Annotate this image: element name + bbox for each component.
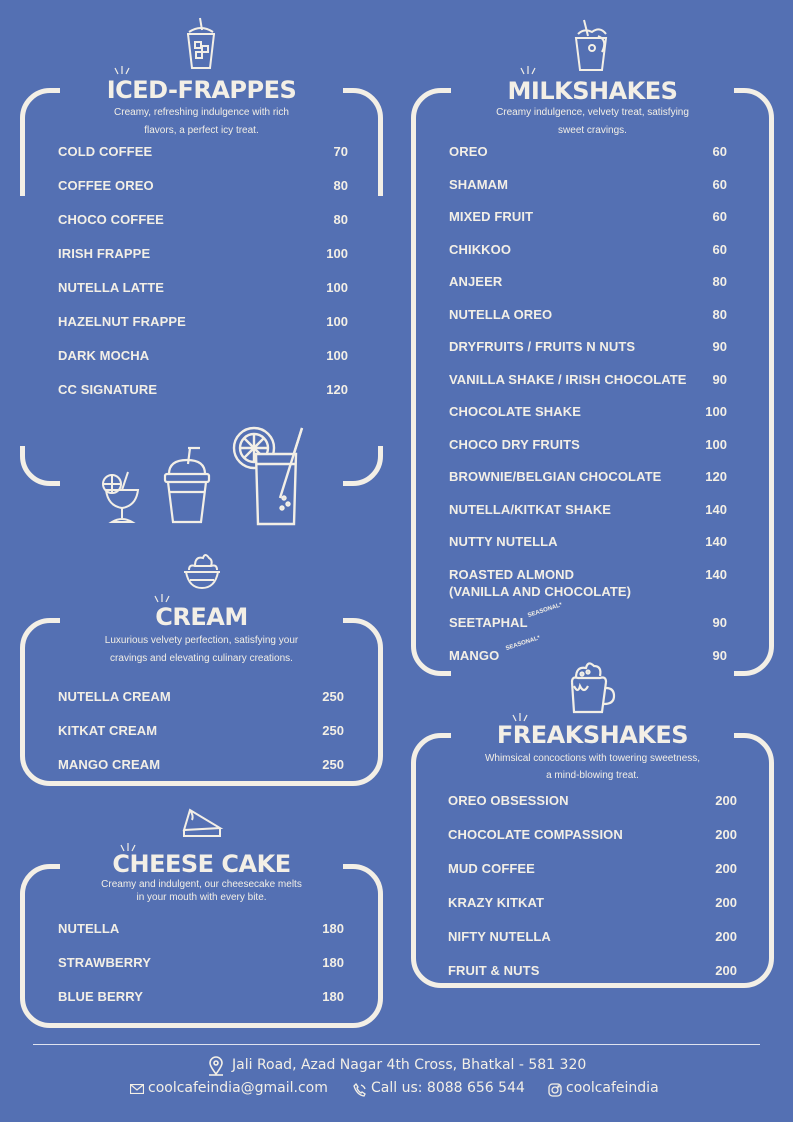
menu-item-name: COFFEE OREO xyxy=(58,178,154,193)
menu-item-name: FRUIT & NUTS xyxy=(448,963,540,978)
menu-item-price: 140 xyxy=(705,534,727,549)
menu-item-price: 100 xyxy=(705,404,727,419)
menu-item-price: 90 xyxy=(712,339,727,354)
menu-item-price: 180 xyxy=(322,955,344,970)
menu-item-price: 250 xyxy=(322,689,344,704)
menu-item-price: 70 xyxy=(333,144,348,159)
milkshakes-title: MILKSHAKES xyxy=(507,77,678,105)
menu-item-price: 80 xyxy=(333,212,348,227)
iced-frappes-description-line-1: Creamy, refreshing indulgence with rich xyxy=(114,107,289,118)
menu-item-name: SEETAPHAL xyxy=(449,615,528,630)
menu-item-price: 60 xyxy=(712,144,727,159)
iced-frappes-description-line-2: flavors, a perfect icy treat. xyxy=(144,125,259,136)
footer-email[interactable]: coolcafeindia@gmail.com xyxy=(148,1080,328,1096)
cream-description-line-1: Luxurious velvety perfection, satisfying your xyxy=(104,635,299,646)
footer-divider xyxy=(33,1044,760,1045)
menu-item-price: 140 xyxy=(705,566,727,582)
menu-item-price: 200 xyxy=(715,963,737,978)
menu-item-price: 120 xyxy=(705,469,727,484)
menu-item-name: ROASTED ALMOND xyxy=(449,566,575,582)
menu-item-name: HAZELNUT FRAPPE xyxy=(58,314,186,329)
footer-address: Jali Road, Azad Nagar 4th Cross, Bhatkal - 581 320 xyxy=(232,1057,587,1073)
menu-item-price: 180 xyxy=(322,921,344,936)
instagram-icon xyxy=(548,1083,562,1097)
menu-item-name: NUTELLA/KITKAT SHAKE xyxy=(449,501,612,517)
freakshakes-description-line-1: Whimsical concoctions with towering sweetness, xyxy=(484,753,701,764)
milkshakes-description-line-2: sweet cravings. xyxy=(558,125,627,136)
freakshakes-title: FREAKSHAKES xyxy=(496,721,689,749)
menu-item-price: 60 xyxy=(712,209,727,224)
menu-item-price: 90 xyxy=(712,371,727,387)
cream-description-line-2: cravings and elevating culinary creations. xyxy=(110,653,293,664)
menu-item-name: STRAWBERRY xyxy=(58,955,151,970)
seasonal-tag: SEASONAL* xyxy=(505,634,541,652)
menu-item-name: MIXED FRUIT xyxy=(449,209,534,224)
milkshakes-description-line-1: Creamy indulgence, velvety treat, satisfying xyxy=(496,107,689,118)
menu-item-price: 120 xyxy=(326,382,348,397)
menu-item-price: 80 xyxy=(333,178,348,193)
menu-item-name: NIFTY NUTELLA xyxy=(448,929,551,944)
menu-item-name: NUTELLA CREAM xyxy=(58,689,171,704)
menu-item-name: KRAZY KITKAT xyxy=(448,895,545,910)
menu-item-name: CHOCOLATE SHAKE xyxy=(449,404,581,419)
menu-item-name: CHOCOLATE COMPASSION xyxy=(448,827,623,842)
menu-item-price: 100 xyxy=(326,348,348,363)
menu-item-price: 90 xyxy=(712,647,727,663)
menu-item-name: IRISH FRAPPE xyxy=(58,246,151,261)
footer-social[interactable]: coolcafeindia xyxy=(566,1080,659,1096)
menu-item-name: DARK MOCHA xyxy=(58,348,150,363)
menu-item-price: 90 xyxy=(712,615,727,630)
menu-item-price: 100 xyxy=(326,246,348,261)
menu-item-name: NUTELLA LATTE xyxy=(58,280,165,295)
menu-item-price: 80 xyxy=(712,306,727,322)
menu-item-name: CHIKKOO xyxy=(449,241,512,257)
menu-item-name: ANJEER xyxy=(449,274,503,289)
menu-item-name: COLD COFFEE xyxy=(58,144,153,159)
menu-item-name: VANILLA SHAKE / IRISH CHOCOLATE xyxy=(449,371,687,387)
menu-item-name: CHOCO COFFEE xyxy=(58,212,164,227)
menu-item-price: 100 xyxy=(705,436,727,452)
mail-icon xyxy=(130,1084,144,1094)
menu-item-name: DRYFRUITS / FRUITS N NUTS xyxy=(449,339,636,354)
menu-item-name: BROWNIE/BELGIAN CHOCOLATE xyxy=(449,469,662,484)
menu-item-price: 60 xyxy=(712,241,727,257)
menu-item-price: 250 xyxy=(322,757,344,772)
cheese-cake-title: CHEESE CAKE xyxy=(112,850,291,878)
freakshakes-description-line-2: a mind-blowing treat. xyxy=(546,770,639,781)
cheese-cake-description-line-2: in your mouth with every bite. xyxy=(136,892,267,903)
menu-item-name: CHOCO DRY FRUITS xyxy=(449,436,580,452)
iced-frappe-cup-icon xyxy=(183,16,219,72)
menu-item-price: 200 xyxy=(715,929,737,944)
sparkle-decoration xyxy=(112,66,132,76)
menu-item-name: SHAMAM xyxy=(449,176,509,192)
seasonal-tag: SEASONAL* xyxy=(527,602,563,619)
menu-item-name: BLUE BERRY xyxy=(58,989,144,1004)
menu-item-name: NUTELLA OREO xyxy=(449,306,553,322)
menu-item-name: NUTELLA xyxy=(58,921,120,936)
menu-item-price: 200 xyxy=(715,827,737,842)
menu-item-price: 100 xyxy=(326,314,348,329)
footer-phone[interactable]: Call us: 8088 656 544 xyxy=(371,1080,525,1096)
menu-item-price: 100 xyxy=(326,280,348,295)
menu-item-price: 80 xyxy=(712,274,727,289)
menu-item-price: 60 xyxy=(712,176,727,192)
location-pin-icon xyxy=(208,1056,224,1076)
ice-cream-bowl-icon xyxy=(181,550,223,592)
frappe-cup-icon xyxy=(160,446,214,526)
phone-icon xyxy=(353,1083,367,1097)
menu-item-price: 140 xyxy=(705,501,727,517)
lemonade-glass-icon xyxy=(230,424,306,526)
menu-item-name: NUTTY NUTELLA xyxy=(449,534,558,549)
cake-slice-icon xyxy=(180,806,224,842)
freakshake-mug-icon xyxy=(566,660,616,716)
menu-item-price: 200 xyxy=(715,861,737,876)
menu-item-price: 200 xyxy=(715,793,737,808)
menu-item-name: KITKAT CREAM xyxy=(58,723,158,738)
menu-item-name-line-2: (VANILLA AND CHOCOLATE) xyxy=(449,583,632,599)
menu-item-name: MUD COFFEE xyxy=(448,861,535,876)
milkshake-glass-icon xyxy=(572,18,612,74)
cream-title: CREAM xyxy=(155,603,248,631)
menu-item-name: MANGO xyxy=(449,647,500,663)
iced-frappes-title: ICED-FRAPPES xyxy=(106,76,297,104)
menu-item-price: 250 xyxy=(322,723,344,738)
menu-item-price: 200 xyxy=(715,895,737,910)
menu-item-price: 180 xyxy=(322,989,344,1004)
sparkle-decoration xyxy=(518,66,538,76)
cocktail-glass-icon xyxy=(98,468,144,526)
menu-item-name: CC SIGNATURE xyxy=(58,382,158,397)
cheese-cake-description-line-1: Creamy and indulgent, our cheesecake melts xyxy=(101,879,302,890)
menu-item-name: OREO OBSESSION xyxy=(448,793,569,808)
menu-item-name: OREO xyxy=(449,144,488,159)
menu-item-name: MANGO CREAM xyxy=(58,757,161,772)
